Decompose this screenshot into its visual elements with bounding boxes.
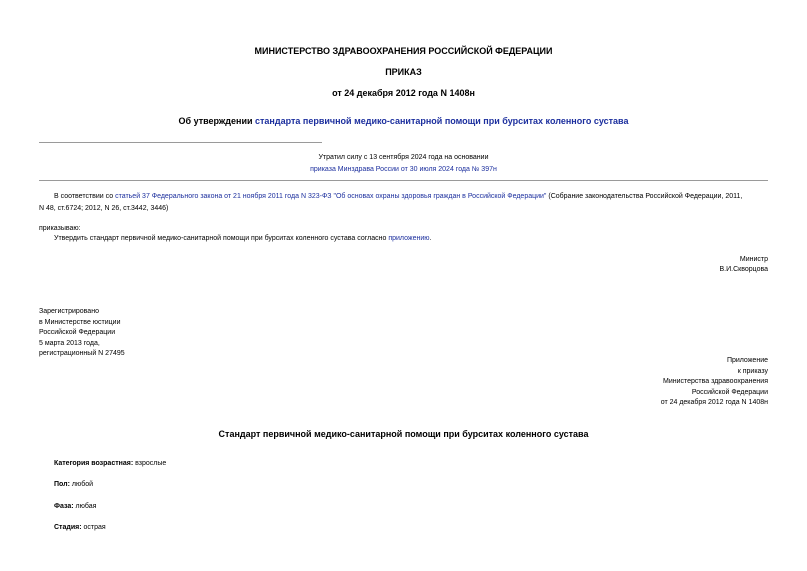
separator-full: [39, 180, 768, 181]
field-label: Категория возрастная:: [54, 460, 134, 467]
title-prefix: Об утверждении: [178, 116, 256, 126]
ministry-heading: МИНИСТЕРСТВО ЗДРАВООХРАНЕНИЯ РОССИЙСКОЙ ФЕДЕРАЦИИ: [254, 46, 553, 56]
signature-name: В.И.Скворцова: [719, 266, 768, 273]
field-age-category: [54, 460, 166, 467]
appendix-block: [661, 356, 768, 409]
field-label: Стадия:: [54, 524, 82, 531]
preamble-line1: [54, 193, 742, 200]
field-stage: [54, 524, 106, 531]
registration-line: Зарегистрировано: [39, 308, 99, 315]
standard-title: Стандарт первичной медико-санитарной помощи при бурситах коленного сустава: [218, 429, 589, 439]
document-title: [0, 116, 807, 126]
separator-short: [39, 142, 322, 143]
doc-date-number: от 24 декабря 2012 года N 1408н: [332, 88, 475, 98]
field-label: Пол:: [54, 481, 70, 488]
field-value: взрослые: [133, 460, 167, 467]
field-label: Фаза:: [54, 503, 74, 510]
appendix-link[interactable]: приложению: [388, 235, 430, 242]
field-value: любой: [69, 481, 94, 488]
signature-position: Министр: [739, 256, 768, 263]
order-item-end: .: [429, 235, 432, 242]
preamble-text-end: (Собрание законодательства Российской Федерации, 2011,: [546, 193, 743, 200]
registration-line: регистрационный N 27495: [39, 350, 125, 357]
appendix-line: Министерства здравоохранения: [663, 378, 768, 385]
order-item-text: Утвердить стандарт первичной медико-санитарной помощи при бурситах коленного сустава согласно: [54, 235, 389, 242]
doc-type-heading: ПРИКАЗ: [385, 67, 422, 77]
title-link[interactable]: стандарта первичной медико-санитарной помощи при бурситах коленного сустава: [255, 116, 629, 126]
appendix-line: Приложение: [726, 357, 768, 364]
order-item: [54, 235, 431, 242]
field-value: любая: [73, 503, 97, 510]
preamble-line2: N 48, ст.6724; 2012, N 26, ст.3442, 3446): [39, 205, 169, 212]
field-sex: [54, 481, 93, 488]
order-prikazyvayu: приказываю:: [39, 225, 81, 232]
law-link[interactable]: статьей 37 Федерального закона от 21 ноября 2011 года N 323-ФЗ "Об основах охраны здоровья граждан в Российской Федерации": [115, 193, 547, 200]
field-phase: [54, 503, 96, 510]
appendix-line: к приказу: [737, 367, 768, 375]
status-order-line: [0, 166, 807, 173]
registration-line: 5 марта 2013 года,: [39, 339, 100, 347]
registration-line: Российской Федерации: [39, 329, 116, 336]
field-value: острая: [81, 524, 106, 531]
registration-block: [39, 307, 125, 360]
status-lost-force: Утратил силу с 13 сентября 2024 года на основании: [318, 154, 489, 161]
preamble-text-start: В соответствии со: [54, 193, 116, 200]
registration-line: в Министерстве юстиции: [39, 318, 121, 326]
repeal-order-link[interactable]: приказа Минздрава России от 30 июля 2024 года № 397н: [310, 166, 497, 173]
appendix-line: от 24 декабря 2012 года N 1408н: [660, 399, 768, 406]
appendix-line: Российской Федерации: [691, 388, 768, 396]
